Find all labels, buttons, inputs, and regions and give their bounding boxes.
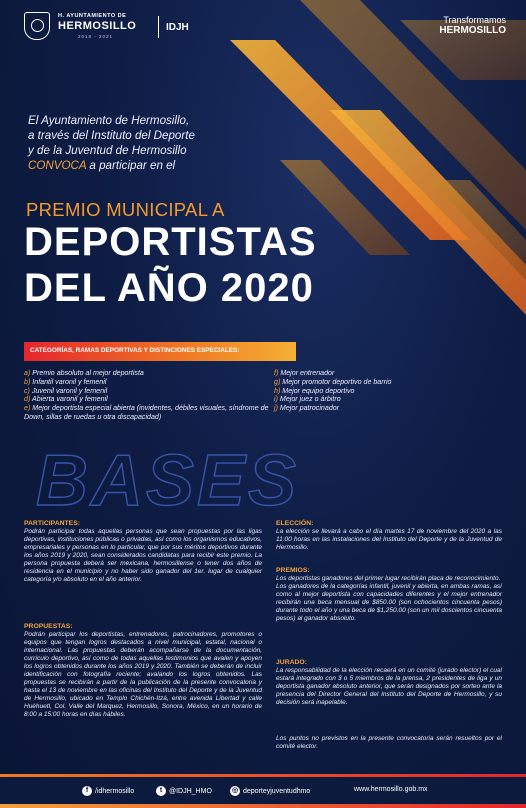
section-heading: PREMIOS: [276, 567, 310, 574]
intro-line-rest: a participar en el [86, 159, 176, 172]
category-item: f) Mejor entrenador [274, 369, 335, 377]
slogan-top: Transformamos [443, 15, 506, 25]
section-heading: PROPUESTAS: [24, 623, 73, 630]
section-final [276, 735, 502, 751]
section-body: Los deportistas ganadores del primer lugar recibirán placa de reconocimiento. [276, 575, 501, 582]
website-link[interactable]: www.hermosillo.gob.mx [354, 786, 428, 793]
intro-line: a través del Instituto del Deporte [28, 129, 195, 142]
category-item: j) Mejor patrocinador [274, 404, 340, 413]
award-subtitle: PREMIO MUNICIPAL A [26, 199, 225, 220]
slogan-bottom: HERMOSILLO [439, 25, 506, 36]
section-heading: JURADO: [276, 659, 307, 666]
categories-heading: CATEGORÍAS, RAMAS DEPORTIVAS Y DISTINCIONES ESPECIALES: [30, 347, 240, 354]
bases-title: BASES [36, 441, 300, 521]
section-eleccion [276, 519, 502, 552]
category-item: e) Mejor deportista especial abierta (invidentes, débiles visuales, síndrome de Down, sillas de ruedas u otra discapacidad) [24, 404, 269, 421]
instagram-link[interactable]: ◎ deporteyjuventudhmo [231, 787, 311, 795]
section-body: La elección se llevará a cabo el día martes 17 de noviembre del 2020 a las 11:00 horas en las instalaciones del Instituto del Deporte y de la Juventud de Hermosillo. [276, 528, 502, 552]
institute-logo: IDJH [166, 22, 189, 33]
section-jurado [276, 658, 502, 707]
administration-years: 2018 - 2021 [78, 34, 114, 39]
categories-heading-bar [24, 342, 296, 361]
category-item: d) Abierta varonil y femenil [24, 395, 108, 404]
categories-list-right [274, 369, 494, 413]
intro-text [28, 113, 288, 173]
category-item: a) Premio absoluto al mejor deportista [24, 369, 144, 377]
city-seal-icon [24, 12, 50, 40]
intro-line: y de la Juventud de Hermosillo [28, 144, 187, 157]
ayuntamiento-label: H. AYUNTAMIENTO DE [58, 13, 127, 19]
section-heading: PARTICIPANTES: [24, 520, 81, 527]
category-item: h) Mejor equipo deportivo [274, 386, 355, 395]
category-item: b) Infantil varonil y femenil [24, 377, 107, 386]
bottom-accent-strip [0, 804, 526, 808]
section-body: Los ganadores de la categorías infantil, juvenil y abierta, en ambas ramas, así como al mejor deportista con capacidades diferentes y el mejor entrenador recibirán una beca mensual de $850.00 (son ochocientos cincuenta pesos) durante todo el año y una beca de $1,250.00 (son un mil doscientos cincuenta pesos) al ganador absoluto. [276, 583, 502, 623]
facebook-link[interactable]: f /idhermosillo [82, 786, 134, 796]
category-item: c) Juvenil varonil y femenil [24, 386, 108, 395]
instagram-icon: ◎ [231, 787, 239, 794]
header [22, 10, 506, 50]
facebook-icon: f [82, 786, 92, 796]
intro-line [28, 158, 288, 173]
section-body: Podrán participar todas aquellas personas que sean propuestas por las ligas deportivas, instituciones públicas o privadas, así como los organismos educativos, empresariales y personas en lo particular, que por sus méritos deportivos durante los años 2019 y 2020, sean considerados candidatas para recibir este premio. La persona propuesta deberá ser mexicana, hermosillense o tener dos años de residencia en el municipio y no haber sido ganador del 1er. lugar de cualquier categoría y/o absoluto en el año anterior. [24, 528, 262, 584]
section-heading: ELECCIÓN: [276, 520, 314, 527]
section-propuestas [24, 622, 262, 720]
award-title-line1: DEPORTISTAS [24, 220, 317, 264]
section-body: Los puntos no previstos en la presente convocatoria serán resueltos por el comité elector. [276, 735, 502, 751]
twitter-link[interactable]: t @IDJH_HMO [156, 786, 212, 796]
category-item: i) Mejor juez o árbitro [274, 395, 341, 404]
category-item: g) Mejor promotor deportivo de barrio [274, 377, 392, 386]
convoca-word: CONVOCA [28, 159, 87, 172]
award-title-line2: DEL AÑO 2020 [24, 266, 314, 310]
categories-list-left [24, 369, 274, 422]
city-name: HERMOSILLO [58, 20, 137, 32]
footer [0, 774, 526, 808]
twitter-icon: t [156, 786, 166, 796]
intro-line: El Ayuntamiento de Hermosillo, [28, 114, 190, 127]
section-body: La responsabilidad de la elección recaerá en un comité (jurado elector) el cual estará integrado con 3 o 5 miembros de la prensa, 2 presidentes de liga y un deportista ganador absoluto anterior, que serán designados por sorteo ante la presencia del Director General del Instituto del Deporte de Hermosillo, y su decisión será inapelable. [276, 667, 502, 707]
section-premios [276, 566, 502, 623]
section-participantes [24, 519, 262, 584]
header-divider [158, 16, 159, 38]
section-body: Podrán participar los deportistas, entrenadores, patrocinadores, promotores o equipos que tengan logros destacados a nivel municipal, estatal, nacional o internacional. Las propuestas deberán acompañarse de la documentación, currículo deportivo, así como de todas aquellas testimonios que avalen y apoyen los logros obtenidos durante los años 2019 y 2020. También se deberán de incluir identificación con fotografía reciente; avalando los logros obtenidos. Las propuestas se recibirán a partir de la publicación de la presente convocatoria y hasta el 13 de noviembre en las oficinas del Instituto del Deporte y de la Juventud de Hermosillo, ubicado en Templo Chichén-Itzá, entre avenida Libertad y calle Huéhuetl, Col. Valle del Marquez, Hermosillo, Sonora, México, en un horario de 8:00 a 15:00 horas en días hábiles. [24, 631, 262, 719]
